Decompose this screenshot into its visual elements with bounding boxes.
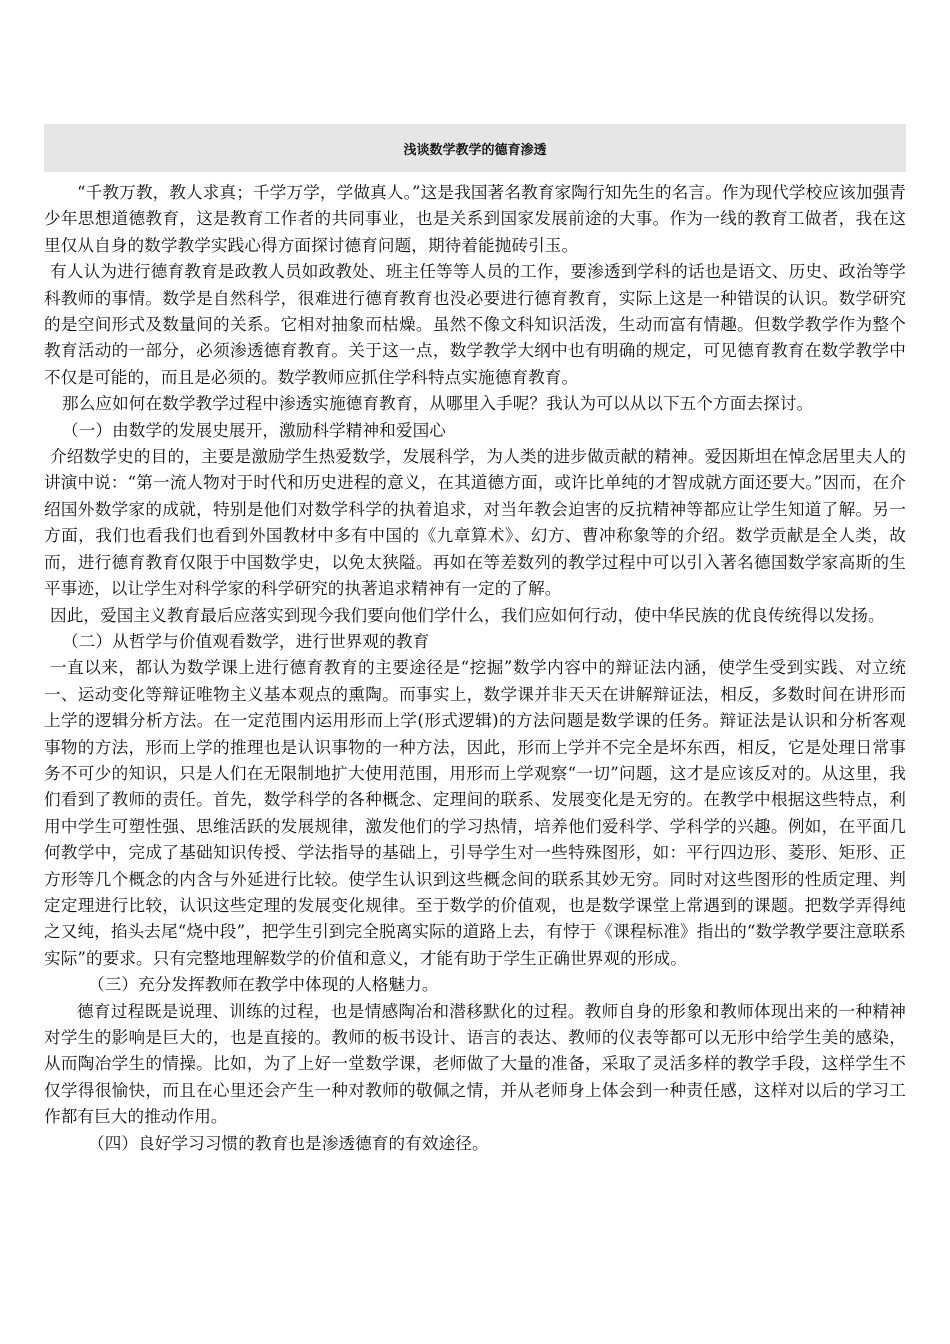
section-heading-2: （二）从哲学与价值观看数学，进行世界观的教育 <box>62 631 430 651</box>
paragraph-patriotism: 因此，爱国主义教育最后应落实到现今我们要向他们学什么，我们应如何行动，使中华民族的优良传统得以发扬。 <box>50 605 885 625</box>
section-heading-3: （三）充分发挥教师在教学中体现的人格魅力。 <box>88 975 439 995</box>
paragraph-approach: 那么应如何在数学教学过程中渗透实施德育教育，从哪里入手呢？我认为可以从以下五个方面去探讨。 <box>62 394 814 414</box>
paragraph-misconception: 有人认为进行德育教育是政教人员如政教处、班主任等等人员的工作，要渗透到学科的话也是语文、历史、政治等学科教师的事情。数学是自然科学，很难进行德育教育也没必要进行德育教育，实际上这是一种错误的认识。数学研究的是空间形式及数量间的关系。它相对抽象而枯燥。虽然不像文科知识活泼，生动而富有情趣。但数学教学作为整个教育活动的一部分，必须渗透德育教育。关于这一点，数学教学大纲中也有明确的规定，可见德育教育在数学教学中不仅是可能的，而且是必须的。数学教师应抓住学科特点实施德育教育。 <box>44 262 906 387</box>
document-body <box>44 180 906 1157</box>
paragraph-intro: “千教万教，教人求真；千学万学，学做真人。”这是我国著名教育家陶行知先生的名言。作为现代学校应该加强青少年思想道德教育，这是教育工作者的共同事业，也是关系到国家发展前途的大事。作为一线的教育工做者，我在这里仅从自身的数学教学实践心得方面探讨德育问题，期待着能抛砖引玉。 <box>44 183 906 255</box>
paragraph-teacher-charisma: 德育过程既是说理、训练的过程，也是情感陶冶和潜移默化的过程。教师自身的形象和教师体现出来的一种精神对学生的影响是巨大的，也是直接的。教师的板书设计、语言的表达、教师的仪表等都可以无形中给学生美的感染，从而陶冶学生的情操。比如，为了上好一堂数学课，老师做了大量的准备，采取了灵活多样的教学手段，这样学生不仅学得很愉快，而且在心里还会产生一种对教师的敬佩之情，并从老师身上体会到一种责任感，这样对以后的学习工作都有巨大的推动作用。 <box>44 1001 906 1127</box>
section-heading-1: （一）由数学的发展史展开，激励科学精神和爱国心 <box>62 420 446 440</box>
document-title: 浅谈数学教学的德育渗透 <box>403 142 547 158</box>
paragraph-math-history: 介绍数学史的目的，主要是激励学生热爱数学，发展科学，为人类的进步做贡献的精神。爱因斯坦在悼念居里夫人的讲演中说：“第一流人物对于时代和历史进程的意义，在其道德方面，或许比单纯的才智成就方面还要大。”因而，在介绍国外数学家的成就，特别是他们对数学科学的执着追求，对当年教会迫害的反抗精神等都应让学生知道了解。另一方面，我们也看我们也看到外国教材中多有中国的《九章算术》、幻方、曹冲称象等的介绍。数学贡献是全人类，故而，进行德育教育仅限于中国数学史，以免太狭隘。再如在等差数列的教学过程中可以引入著名德国数学家高斯的生平事迹，以让学生对科学家的科学研究的执著追求精神有一定的了解。 <box>44 447 906 599</box>
section-heading-4: （四）良好学习习惯的教育也是渗透德育的有效途径。 <box>88 1133 489 1153</box>
title-bar <box>44 124 906 172</box>
paragraph-philosophy: 一直以来，都认为数学课上进行德育教育的主要途径是“挖掘”数学内容中的辩证法内涵，使学生受到实践、对立统一、运动变化等辩证唯物主义基本观点的熏陶。而事实上，数学课并非天天在讲解辩证法，相反，多数时间在讲形而上学的逻辑分析方法。在一定范围内运用形而上学(形式逻辑)的方法问题是数学课的任务。辩证法是认识和分析客观事物的方法，形而上学的推理也是认识事物的一种方法，因此，形而上学并不完全是坏东西，相反，它是处理日常事务不可少的知识，只是人们在无限制地扩大使用范围，用形而上学观察“一切”问题，这才是应该反对的。从这里，我们看到了教师的责任。首先，数学科学的各种概念、定理间的联系、发展变化是无穷的。在教学中根据这些特点，利用中学生可塑性强、思维活跃的发展规律，激发他们的学习热情，培养他们爱科学、学科学的兴趣。例如，在平面几何教学中，完成了基础知识传授、学法指导的基础上，引导学生对一些特殊图形，如：平行四边形、菱形、矩形、正方形等几个概念的内含与外延进行比较。使学生认识到这些概念间的联系其妙无穷。同时对这些图形的性质定理、判定定理进行比较，认识这些定理的发展变化规律。至于数学的价值观，也是数学课堂上常遇到的课题。把数学弄得纯之又纯，掐头去尾“烧中段”，把学生引到完全脱离实际的道路上去，有悖于《课程标准》指出的“数学教学要注意联系实际”的要求。只有完整地理解数学的价值和意义，才能有助于学生正确世界观的形成。 <box>44 658 906 968</box>
